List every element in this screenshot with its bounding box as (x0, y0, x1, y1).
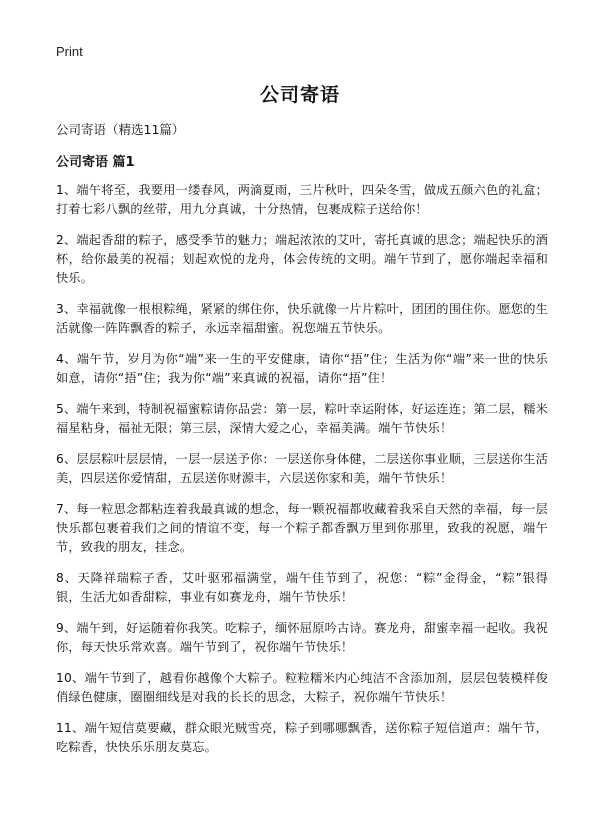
message-list (56, 181, 548, 769)
message-paragraph-9: 9、端午到，好运随着你我笑。吃粽子，缅怀屈原吟古诗。赛龙舟，甜蜜幸福一起收。我祝你，每天快乐常欢喜。端午节到了，祝你端午节快乐！ (56, 621, 548, 654)
message-paragraph-7: 7、每一粒思念都粘连着我最真诚的想念，每一颗祝福都收藏着我采自天然的幸福，每一层快乐都包裹着我们之间的情谊不变，每一个粽子都香飘万里到你那里，致我的祝愿，端午节，致我的朋友，挂念。 (56, 502, 548, 554)
document-subtitle: 公司寄语（精选11篇） (56, 122, 185, 137)
message-paragraph-1: 1、端午将至，我要用一缕春风，两滴夏雨，三片秋叶，四朵冬雪，做成五颜六色的礼盒；打着七彩八飘的丝带，用九分真诚，十分热情，包裹成粽子送给你！ (56, 183, 548, 216)
message-paragraph-4: 4、端午节，岁月为你“端”来一生的平安健康，请你“捂”住；生活为你“端”来一世的快乐如意，请你“捂”住；我为你“端”来真诚的祝福，请你“捂”住！ (56, 352, 548, 385)
print-link[interactable]: Print (56, 44, 83, 59)
message-paragraph-2: 2、端起香甜的粽子，感受季节的魅力；端起浓浓的艾叶，寄托真诚的思念；端起快乐的酒杯，给你最美的祝福；划起欢悦的龙舟，体会传统的文明。端午节到了，愿你端起幸福和快乐。 (56, 233, 548, 285)
message-paragraph-11: 11、端午短信莫要藏，群众眼光贼雪亮，粽子到哪哪飘香，送你粽子短信道声：端午节，吃粽香，快快乐乐朋友莫忘。 (56, 721, 548, 754)
page-title: 公司寄语 (259, 84, 340, 106)
message-paragraph-6: 6、层层粽叶层层情，一层一层送予你：一层送你身体健，二层送你事业顺，三层送你生活美，四层送你爱情甜，五层送你财源丰，六层送你家和美，端午节快乐！ (56, 452, 548, 485)
section-heading: 公司寄语 篇1 (56, 155, 135, 170)
message-paragraph-8: 8、天降祥瑞粽子香，艾叶驱邪福满堂，端午佳节到了，祝您：“粽”金得金，“粽”银得银，生活尤如香甜粽，事业有如赛龙舟，端午节快乐！ (56, 571, 548, 604)
message-paragraph-5: 5、端午来到，特制祝福蜜粽请你品尝：第一层，粽叶幸运附体，好运连连；第二层，糯米福星粘身，福祉无限；第三层，深情大爱之心，幸福美满。端午节快乐！ (56, 402, 548, 435)
message-paragraph-10: 10、端午节到了，越看你越像个大粽子。粒粒糯米内心纯洁不含添加剂，层层包装模样俊俏绿色健康，圈圈细线是对我的长长的思念，大粽子，祝你端午节快乐！ (56, 671, 548, 704)
message-paragraph-3: 3、幸福就像一根根粽绳，紧紧的绑住你，快乐就像一片片粽叶，团团的围住你。愿您的生活就像一阵阵飘香的粽子，永远幸福甜蜜。祝您端五节快乐。 (56, 302, 548, 335)
